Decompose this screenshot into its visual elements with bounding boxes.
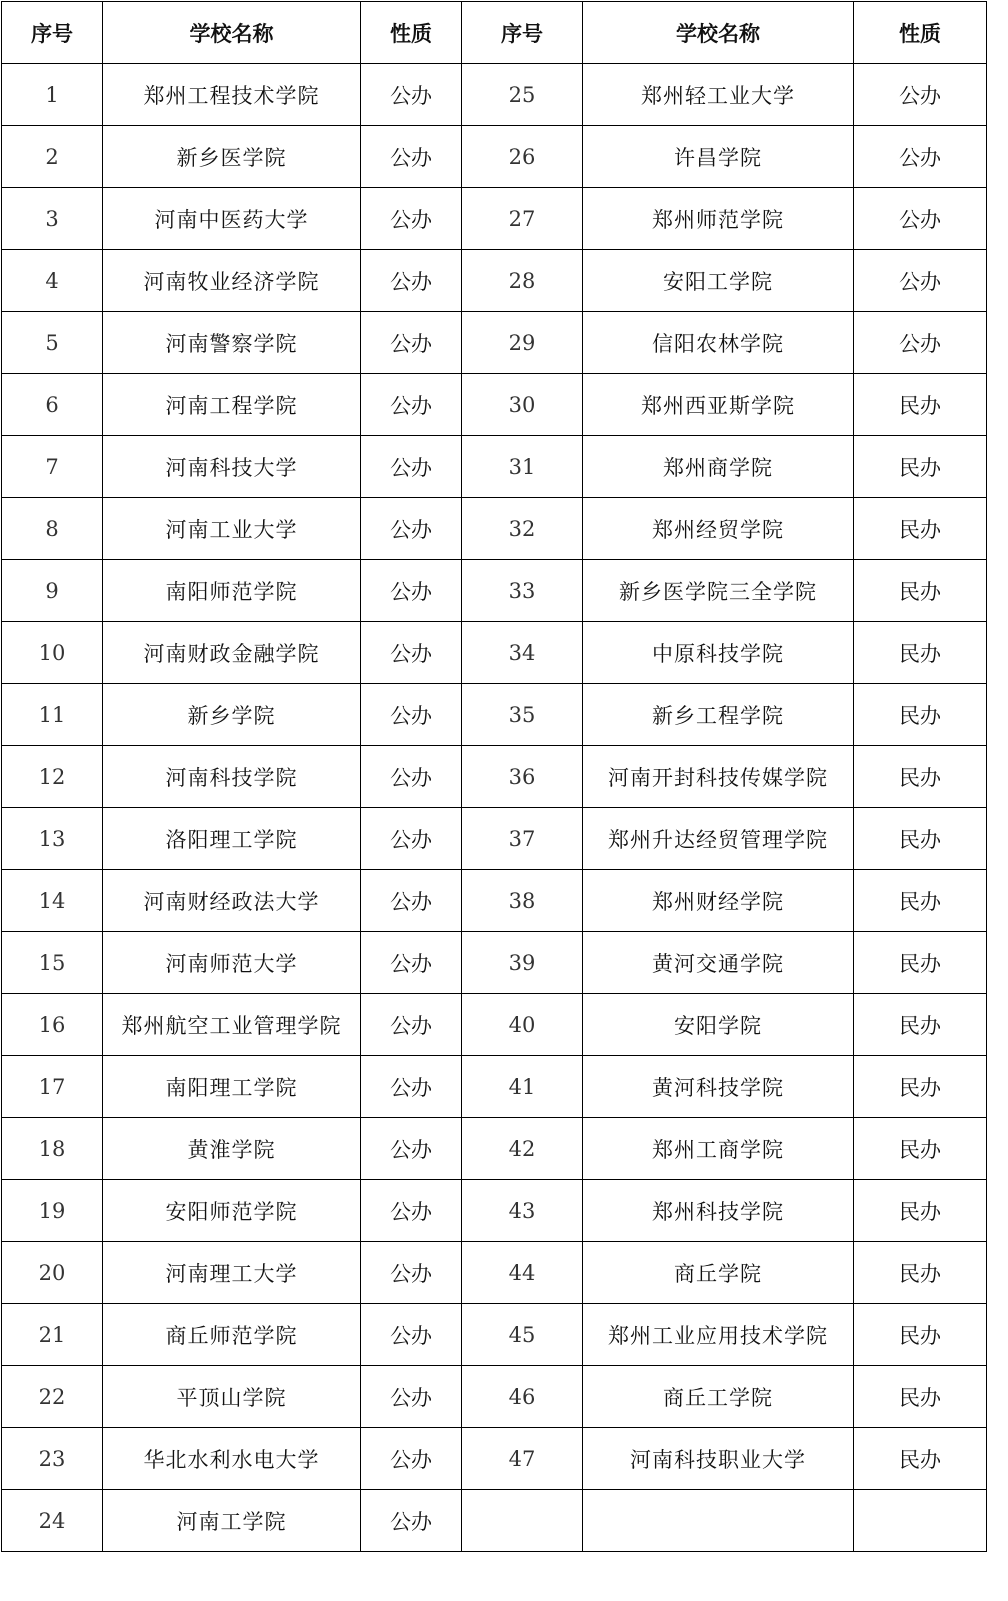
school-name-cell: 河南理工大学 <box>103 1242 361 1304</box>
school-type-cell <box>854 1490 987 1552</box>
school-name-cell: 商丘工学院 <box>583 1366 854 1428</box>
school-type-cell: 公办 <box>361 64 462 126</box>
serial-cell: 9 <box>2 560 103 622</box>
header-serial-right: 序号 <box>462 2 583 64</box>
serial-cell: 14 <box>2 870 103 932</box>
header-school-name-left: 学校名称 <box>103 2 361 64</box>
school-name-cell: 河南科技大学 <box>103 436 361 498</box>
table-row <box>2 436 987 498</box>
school-type-cell: 民办 <box>854 498 987 560</box>
school-type-cell: 公办 <box>854 64 987 126</box>
school-name-cell: 河南财经政法大学 <box>103 870 361 932</box>
serial-cell: 16 <box>2 994 103 1056</box>
table-row <box>2 374 987 436</box>
table-row <box>2 746 987 808</box>
school-name-cell: 河南工程学院 <box>103 374 361 436</box>
serial-cell <box>462 1490 583 1552</box>
school-type-cell: 公办 <box>361 684 462 746</box>
school-type-cell: 公办 <box>361 560 462 622</box>
school-type-cell: 公办 <box>361 1428 462 1490</box>
school-name-cell: 新乡医学院 <box>103 126 361 188</box>
header-serial-left: 序号 <box>2 2 103 64</box>
school-name-cell: 河南中医药大学 <box>103 188 361 250</box>
serial-cell: 10 <box>2 622 103 684</box>
school-name-cell: 黄淮学院 <box>103 1118 361 1180</box>
table-row <box>2 1242 987 1304</box>
table-row <box>2 1056 987 1118</box>
serial-cell: 44 <box>462 1242 583 1304</box>
serial-cell: 33 <box>462 560 583 622</box>
school-type-cell: 民办 <box>854 1304 987 1366</box>
serial-cell: 6 <box>2 374 103 436</box>
school-name-cell: 郑州财经学院 <box>583 870 854 932</box>
school-type-cell: 公办 <box>361 250 462 312</box>
table-row <box>2 64 987 126</box>
serial-cell: 24 <box>2 1490 103 1552</box>
school-type-cell: 公办 <box>854 126 987 188</box>
school-type-cell: 公办 <box>361 126 462 188</box>
school-type-cell: 公办 <box>854 188 987 250</box>
header-type-left: 性质 <box>361 2 462 64</box>
serial-cell: 46 <box>462 1366 583 1428</box>
school-name-cell: 河南警察学院 <box>103 312 361 374</box>
serial-cell: 25 <box>462 64 583 126</box>
serial-cell: 22 <box>2 1366 103 1428</box>
school-name-cell: 中原科技学院 <box>583 622 854 684</box>
serial-cell: 32 <box>462 498 583 560</box>
school-type-cell: 公办 <box>361 994 462 1056</box>
school-type-cell: 民办 <box>854 1366 987 1428</box>
school-type-cell: 民办 <box>854 932 987 994</box>
serial-cell: 2 <box>2 126 103 188</box>
serial-cell: 13 <box>2 808 103 870</box>
school-name-cell: 郑州师范学院 <box>583 188 854 250</box>
serial-cell: 21 <box>2 1304 103 1366</box>
school-name-cell: 郑州航空工业管理学院 <box>103 994 361 1056</box>
serial-cell: 3 <box>2 188 103 250</box>
header-type-right: 性质 <box>854 2 987 64</box>
school-type-cell: 民办 <box>854 560 987 622</box>
school-type-cell: 公办 <box>361 1366 462 1428</box>
school-type-cell: 公办 <box>361 1490 462 1552</box>
school-name-cell: 河南牧业经济学院 <box>103 250 361 312</box>
school-type-cell: 公办 <box>361 1242 462 1304</box>
school-type-cell: 公办 <box>361 870 462 932</box>
table-row <box>2 932 987 994</box>
school-name-cell: 信阳农林学院 <box>583 312 854 374</box>
serial-cell: 27 <box>462 188 583 250</box>
school-name-cell: 安阳师范学院 <box>103 1180 361 1242</box>
school-name-cell: 郑州工商学院 <box>583 1118 854 1180</box>
school-name-cell: 郑州轻工业大学 <box>583 64 854 126</box>
serial-cell: 39 <box>462 932 583 994</box>
school-name-cell <box>583 1490 854 1552</box>
school-name-cell: 郑州经贸学院 <box>583 498 854 560</box>
serial-cell: 34 <box>462 622 583 684</box>
school-type-cell: 民办 <box>854 436 987 498</box>
table-row <box>2 622 987 684</box>
school-type-cell: 民办 <box>854 746 987 808</box>
school-type-cell: 公办 <box>854 312 987 374</box>
table-body <box>2 64 987 1552</box>
school-name-cell: 河南工业大学 <box>103 498 361 560</box>
school-type-cell: 公办 <box>361 1056 462 1118</box>
school-name-cell: 郑州科技学院 <box>583 1180 854 1242</box>
school-type-cell: 公办 <box>361 932 462 994</box>
school-table <box>1 1 987 1552</box>
school-type-cell: 公办 <box>361 1118 462 1180</box>
serial-cell: 11 <box>2 684 103 746</box>
serial-cell: 35 <box>462 684 583 746</box>
header-school-name-right: 学校名称 <box>583 2 854 64</box>
school-type-cell: 公办 <box>361 1180 462 1242</box>
serial-cell: 23 <box>2 1428 103 1490</box>
school-type-cell: 民办 <box>854 1180 987 1242</box>
school-type-cell: 民办 <box>854 994 987 1056</box>
school-name-cell: 商丘师范学院 <box>103 1304 361 1366</box>
school-type-cell: 公办 <box>361 498 462 560</box>
school-name-cell: 河南师范大学 <box>103 932 361 994</box>
school-name-cell: 新乡工程学院 <box>583 684 854 746</box>
serial-cell: 30 <box>462 374 583 436</box>
serial-cell: 17 <box>2 1056 103 1118</box>
school-type-cell: 公办 <box>361 1304 462 1366</box>
school-name-cell: 黄河交通学院 <box>583 932 854 994</box>
school-name-cell: 郑州商学院 <box>583 436 854 498</box>
serial-cell: 1 <box>2 64 103 126</box>
school-type-cell: 公办 <box>361 622 462 684</box>
table-row <box>2 312 987 374</box>
school-type-cell: 民办 <box>854 622 987 684</box>
table-row <box>2 250 987 312</box>
school-name-cell: 洛阳理工学院 <box>103 808 361 870</box>
serial-cell: 38 <box>462 870 583 932</box>
table-row <box>2 808 987 870</box>
serial-cell: 5 <box>2 312 103 374</box>
table-row <box>2 1366 987 1428</box>
serial-cell: 40 <box>462 994 583 1056</box>
table-row <box>2 188 987 250</box>
school-name-cell: 河南开封科技传媒学院 <box>583 746 854 808</box>
serial-cell: 42 <box>462 1118 583 1180</box>
serial-cell: 15 <box>2 932 103 994</box>
serial-cell: 36 <box>462 746 583 808</box>
school-type-cell: 民办 <box>854 808 987 870</box>
table-row <box>2 498 987 560</box>
serial-cell: 4 <box>2 250 103 312</box>
school-name-cell: 新乡医学院三全学院 <box>583 560 854 622</box>
table-row <box>2 684 987 746</box>
school-name-cell: 郑州工业应用技术学院 <box>583 1304 854 1366</box>
school-name-cell: 郑州工程技术学院 <box>103 64 361 126</box>
serial-cell: 12 <box>2 746 103 808</box>
serial-cell: 47 <box>462 1428 583 1490</box>
school-type-cell: 公办 <box>361 808 462 870</box>
serial-cell: 31 <box>462 436 583 498</box>
serial-cell: 18 <box>2 1118 103 1180</box>
serial-cell: 43 <box>462 1180 583 1242</box>
school-name-cell: 河南科技学院 <box>103 746 361 808</box>
school-name-cell: 河南工学院 <box>103 1490 361 1552</box>
serial-cell: 8 <box>2 498 103 560</box>
school-type-cell: 公办 <box>361 746 462 808</box>
serial-cell: 7 <box>2 436 103 498</box>
school-name-cell: 安阳学院 <box>583 994 854 1056</box>
table-row <box>2 1304 987 1366</box>
serial-cell: 29 <box>462 312 583 374</box>
school-type-cell: 民办 <box>854 374 987 436</box>
school-name-cell: 华北水利水电大学 <box>103 1428 361 1490</box>
school-name-cell: 河南财政金融学院 <box>103 622 361 684</box>
school-type-cell: 公办 <box>361 436 462 498</box>
school-name-cell: 新乡学院 <box>103 684 361 746</box>
school-name-cell: 南阳师范学院 <box>103 560 361 622</box>
school-name-cell: 许昌学院 <box>583 126 854 188</box>
serial-cell: 37 <box>462 808 583 870</box>
school-name-cell: 黄河科技学院 <box>583 1056 854 1118</box>
school-type-cell: 公办 <box>854 250 987 312</box>
school-name-cell: 平顶山学院 <box>103 1366 361 1428</box>
serial-cell: 26 <box>462 126 583 188</box>
serial-cell: 20 <box>2 1242 103 1304</box>
school-name-cell: 安阳工学院 <box>583 250 854 312</box>
school-type-cell: 公办 <box>361 312 462 374</box>
school-name-cell: 郑州西亚斯学院 <box>583 374 854 436</box>
school-type-cell: 民办 <box>854 1242 987 1304</box>
school-name-cell: 河南科技职业大学 <box>583 1428 854 1490</box>
school-type-cell: 民办 <box>854 1056 987 1118</box>
serial-cell: 45 <box>462 1304 583 1366</box>
table-row <box>2 560 987 622</box>
table-row <box>2 1118 987 1180</box>
school-type-cell: 民办 <box>854 1428 987 1490</box>
serial-cell: 41 <box>462 1056 583 1118</box>
table-row <box>2 1428 987 1490</box>
school-type-cell: 民办 <box>854 684 987 746</box>
school-name-cell: 郑州升达经贸管理学院 <box>583 808 854 870</box>
table-row <box>2 1490 987 1552</box>
table-header-row <box>2 2 987 64</box>
serial-cell: 19 <box>2 1180 103 1242</box>
school-name-cell: 商丘学院 <box>583 1242 854 1304</box>
school-type-cell: 民办 <box>854 870 987 932</box>
table-row <box>2 870 987 932</box>
school-type-cell: 公办 <box>361 374 462 436</box>
school-type-cell: 民办 <box>854 1118 987 1180</box>
table-row <box>2 994 987 1056</box>
school-type-cell: 公办 <box>361 188 462 250</box>
table-row <box>2 1180 987 1242</box>
table-row <box>2 126 987 188</box>
school-name-cell: 南阳理工学院 <box>103 1056 361 1118</box>
serial-cell: 28 <box>462 250 583 312</box>
